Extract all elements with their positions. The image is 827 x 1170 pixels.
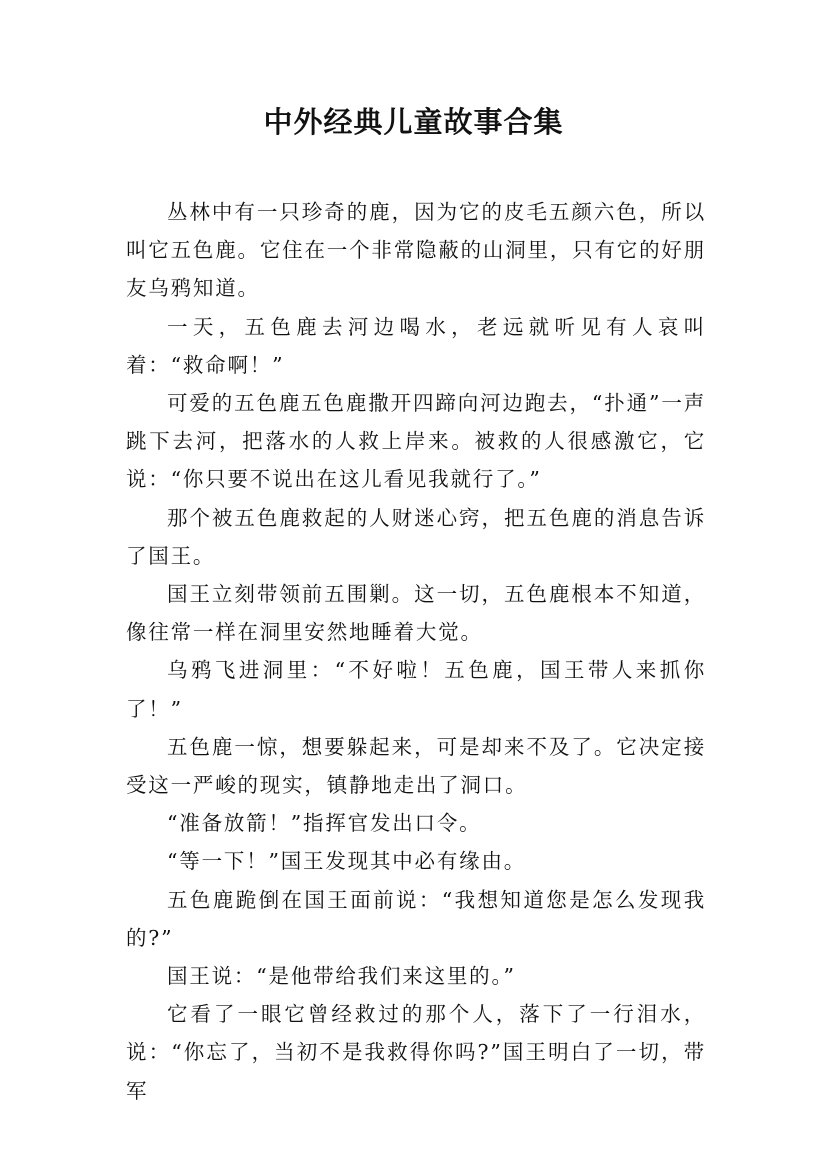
paragraph-7: 五色鹿一惊，想要躲起来，可是却来不及了。它决定接受这一严峻的现实，镇静地走出了洞口。 — [126, 734, 706, 798]
document-title: 中外经典儿童故事合集 — [263, 105, 564, 139]
paragraph-10: 五色鹿跪倒在国王面前说：“我想知道您是怎么发现我的?” — [126, 887, 706, 950]
paragraph-5: 国王立刻带领前五围剿。这一切，五色鹿根本不知道，像往常一样在洞里安然地睡着大觉。 — [126, 582, 706, 645]
paragraph-2: 一天，五色鹿去河边喝水，老远就听见有人哀叫着：“救命啊！” — [126, 314, 706, 377]
paragraph-6: 乌鸦飞进洞里：“不好啦！五色鹿，国王带人来抓你了！” — [126, 658, 706, 721]
paragraph-3: 可爱的五色鹿五色鹿撒开四蹄向河边跑去，“扑通”一声跳下去河，把落水的人救上岸来。被救的人很感激它，它说：“你只要不说出在这儿看见我就行了。” — [126, 391, 706, 492]
paragraph-1: 丛林中有一只珍奇的鹿，因为它的皮毛五颜六色，所以叫它五色鹿。它住在一个非常隐蔽的山洞里，只有它的好朋友乌鸦知道。 — [126, 200, 706, 301]
document-body — [126, 193, 706, 1110]
paragraph-9: “等一下！”国王发现其中必有缘由。 — [167, 849, 527, 874]
paragraph-4: 那个被五色鹿救起的人财迷心窍，把五色鹿的消息告诉了国王。 — [126, 505, 706, 568]
paragraph-8: “准备放箭！”指挥官发出口令。 — [167, 811, 482, 836]
paragraph-11: 国王说：“是他带给我们来这里的。” — [167, 964, 516, 989]
paragraph-12: 它看了一眼它曾经救过的那个人，落下了一行泪水，说：“你忘了，当初不是我救得你吗?”国王明白了一切，带军 — [126, 1002, 706, 1103]
